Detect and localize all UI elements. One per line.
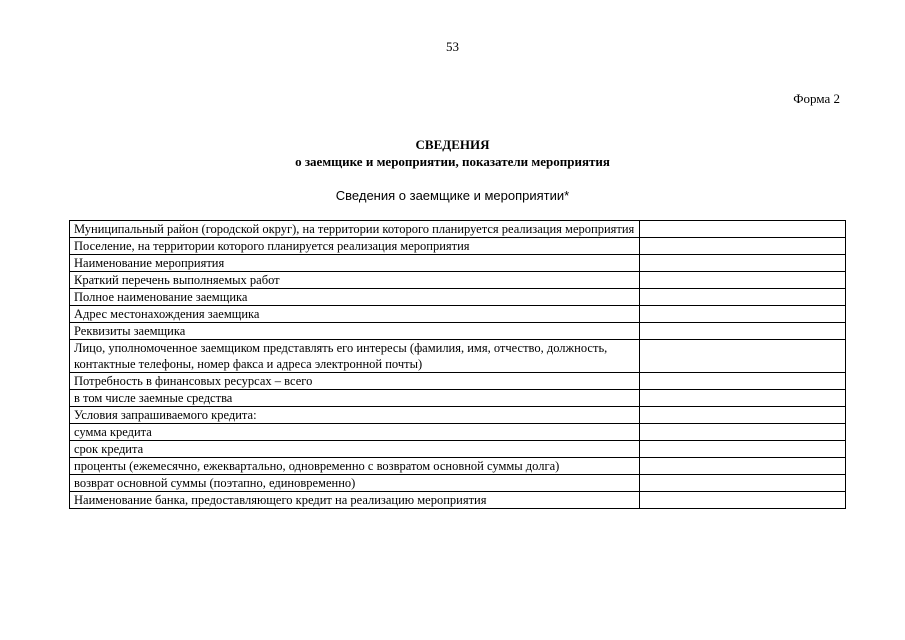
borrower-info-table: [69, 220, 846, 509]
table-row: [70, 373, 846, 390]
row-label: Полное наименование заемщика: [70, 289, 640, 306]
row-label: Лицо, уполномоченное заемщиком представлять его интересы (фамилия, имя, отчество, должность, контактные телефоны, номер факса и адреса электронной почты): [70, 340, 640, 373]
table-row: [70, 492, 846, 509]
table-row: [70, 306, 846, 323]
table-row: [70, 458, 846, 475]
row-label: сумма кредита: [70, 424, 640, 441]
table-row: [70, 238, 846, 255]
table-row: [70, 221, 846, 238]
table-row: [70, 407, 846, 424]
row-value-cell: [640, 458, 846, 475]
row-label: в том числе заемные средства: [70, 390, 640, 407]
table-row: [70, 289, 846, 306]
document-subtitle: о заемщике и мероприятии, показатели мероприятия: [295, 154, 610, 169]
row-value-cell: [640, 441, 846, 458]
row-value-cell: [640, 373, 846, 390]
row-label: проценты (ежемесячно, ежеквартально, одновременно с возвратом основной суммы долга): [70, 458, 640, 475]
row-value-cell: [640, 340, 846, 373]
table-row: [70, 424, 846, 441]
row-value-cell: [640, 390, 846, 407]
row-label: Поселение, на территории которого планируется реализация мероприятия: [70, 238, 640, 255]
row-value-cell: [640, 492, 846, 509]
form-label: Форма 2: [793, 91, 840, 106]
row-value-cell: [640, 323, 846, 340]
row-label: Условия запрашиваемого кредита:: [70, 407, 640, 424]
row-value-cell: [640, 289, 846, 306]
row-label: срок кредита: [70, 441, 640, 458]
row-label: Наименование мероприятия: [70, 255, 640, 272]
row-value-cell: [640, 238, 846, 255]
row-value-cell: [640, 255, 846, 272]
row-label: Краткий перечень выполняемых работ: [70, 272, 640, 289]
page-number: 53: [446, 39, 459, 54]
row-value-cell: [640, 407, 846, 424]
table-row: [70, 390, 846, 407]
row-value-cell: [640, 272, 846, 289]
table-row: [70, 272, 846, 289]
row-label: Реквизиты заемщика: [70, 323, 640, 340]
table-row: [70, 340, 846, 373]
table-caption: Сведения о заемщике и мероприятии*: [335, 188, 570, 203]
table-row: [70, 441, 846, 458]
table-row: [70, 255, 846, 272]
row-label: Потребность в финансовых ресурсах – всего: [70, 373, 640, 390]
row-label: Адрес местонахождения заемщика: [70, 306, 640, 323]
row-label: Муниципальный район (городской округ), на территории которого планируется реализация мероприятия: [70, 221, 640, 238]
row-value-cell: [640, 475, 846, 492]
row-value-cell: [640, 221, 846, 238]
table-row: [70, 323, 846, 340]
row-label: Наименование банка, предоставляющего кредит на реализацию мероприятия: [70, 492, 640, 509]
row-label: возврат основной суммы (поэтапно, единовременно): [70, 475, 640, 492]
row-value-cell: [640, 306, 846, 323]
document-title: СВЕДЕНИЯ: [415, 137, 490, 152]
row-value-cell: [640, 424, 846, 441]
table-row: [70, 475, 846, 492]
